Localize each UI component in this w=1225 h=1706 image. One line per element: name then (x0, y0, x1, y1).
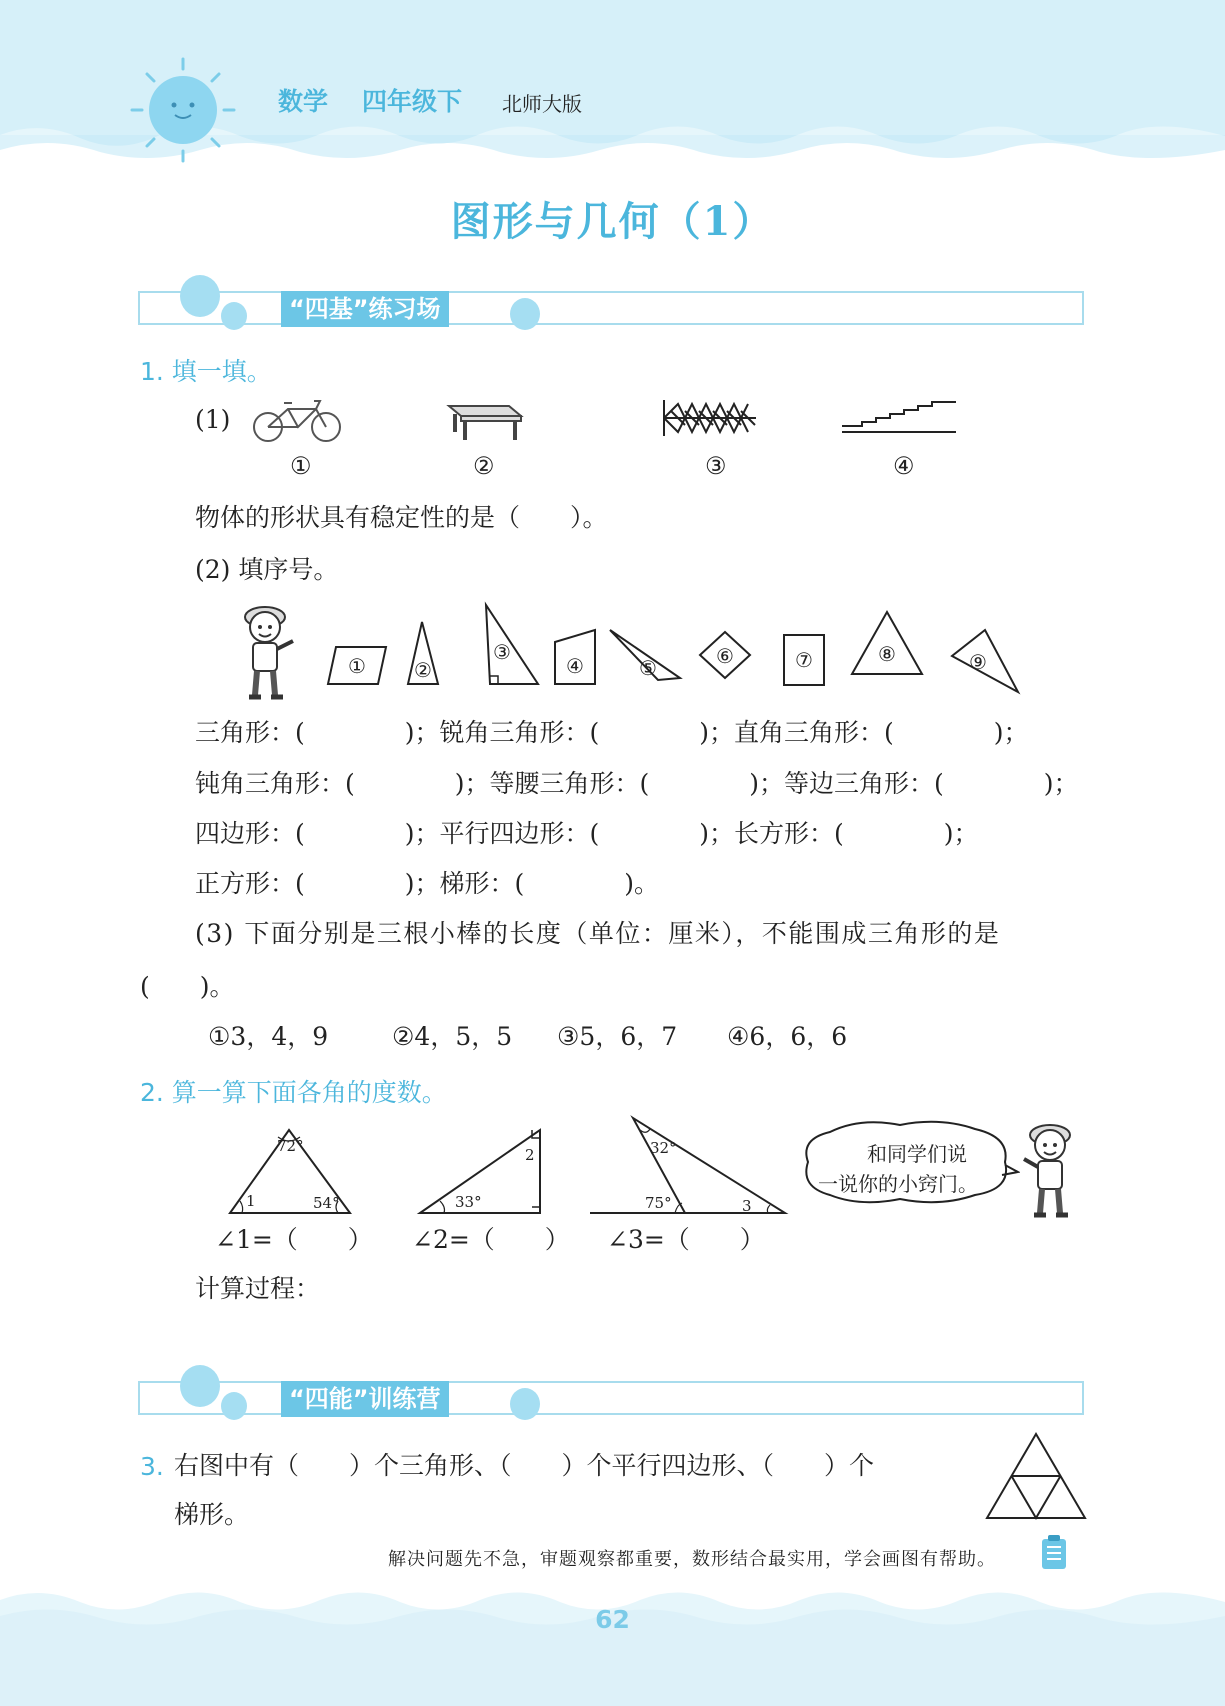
q3-line-2: 梯形。 (174, 1500, 250, 1529)
balloon-icon (178, 274, 258, 334)
section-tag-basics: “四基”练习场 (281, 291, 449, 327)
svg-text:③: ③ (493, 640, 511, 664)
q1-part2-line-4: 正方形：( )；梯形：( )。 (195, 869, 660, 898)
svg-text:⑥: ⑥ (716, 644, 734, 668)
angle-label-c-right: 3 (742, 1197, 752, 1215)
balloon-small-icon-2 (507, 1386, 543, 1424)
q1-part2-label: (2) 填序号。 (195, 555, 339, 584)
svg-text:①: ① (348, 654, 366, 678)
header-edition: 北师大版 (502, 92, 582, 116)
balloon-small-icon (507, 296, 543, 334)
q1-item-label-3: ③ (705, 452, 727, 480)
q1-option-2: ②4，5，5 (392, 1022, 513, 1051)
section-banner-basics (138, 291, 1084, 325)
svg-text:⑨: ⑨ (969, 650, 987, 674)
page-number: 62 (595, 1605, 630, 1634)
q1-part1-label: (1) (195, 405, 231, 434)
bubble-text-2: 一说你的小窍门。 (818, 1172, 978, 1196)
q1-part2-line-1: 三角形：( )；锐角三角形：( )；直角三角形：( )； (195, 718, 1029, 747)
shapes-figure (320, 600, 1030, 695)
svg-text:④: ④ (566, 654, 584, 678)
svg-text:⑧: ⑧ (878, 642, 896, 666)
cartoon-boy-icon-2 (1020, 1115, 1082, 1220)
q1-item-label-4: ④ (893, 452, 915, 480)
footer-background (0, 1580, 1225, 1706)
q3-line-1: 右图中有（ ）个三角形、（ ）个平行四边形、（ ）个 (174, 1451, 875, 1480)
q2-answer-2: ∠2=（ ） (412, 1225, 570, 1254)
footer-hint: 解决问题先不急，审题观察都重要，数形结合最实用，学会画图有帮助。 (388, 1549, 996, 1570)
svg-text:⑦: ⑦ (795, 648, 813, 672)
notebook-icon (1040, 1535, 1068, 1571)
section-tag-abilities: “四能”训练营 (281, 1381, 449, 1417)
q1-option-1: ①3，4，9 (208, 1022, 329, 1051)
triangle-grid-figure (985, 1432, 1087, 1522)
angle-label-a-left: 1 (246, 1192, 256, 1210)
q2-answer-1: ∠1=（ ） (215, 1225, 373, 1254)
angle-label-a-right: 54° (313, 1194, 340, 1212)
q1-part1-question: 物体的形状具有稳定性的是（ ）。 (195, 503, 608, 532)
balloon-icon-2 (178, 1364, 258, 1424)
q1-heading: 1. 填一填。 (140, 357, 272, 386)
q3-number: 3. (140, 1452, 164, 1481)
q1-item-label-2: ② (473, 452, 495, 480)
q1-part2-line-3: 四边形：( )；平行四边形：( )；长方形：( )； (195, 819, 979, 848)
q1-item-label-1: ① (290, 452, 312, 480)
q1-part3-line-2: ( )。 (140, 972, 235, 1001)
header-subject: 数学 (278, 87, 329, 116)
bubble-text-1: 和同学们说 (867, 1142, 967, 1166)
q1-option-4: ④6，6，6 (727, 1022, 848, 1051)
table-icon (445, 398, 525, 443)
lattice-fence-icon (660, 398, 760, 438)
section-banner-abilities (138, 1381, 1084, 1415)
angle-label-b-right: 2 (525, 1146, 535, 1164)
q1-part2-line-2: 钝角三角形：( )；等腰三角形：( )；等边三角形：( )； (195, 769, 1079, 798)
cartoon-boy-icon (235, 597, 297, 702)
angle-label-b-left: 33° (455, 1193, 482, 1211)
svg-text:⑤: ⑤ (639, 656, 657, 680)
q2-process-label: 计算过程： (195, 1274, 321, 1303)
page-title: 图形与几何（1） (450, 198, 775, 245)
q1-option-3: ③5，6，7 (557, 1022, 678, 1051)
sun-logo-icon (128, 55, 238, 165)
angle-label-c-top: 32° (650, 1139, 677, 1157)
angle-label-a-top: 72° (277, 1137, 304, 1155)
angle-label-c-mid: 75° (645, 1194, 672, 1212)
q1-part3-line-1: (3) 下面分别是三根小棒的长度（单位：厘米），不能围成三角形的是 (195, 919, 1001, 948)
svg-text:②: ② (414, 658, 432, 682)
bicycle-icon (250, 395, 345, 445)
staircase-icon (840, 398, 960, 434)
header-grade: 四年级下 (362, 87, 463, 116)
angle-figures (220, 1115, 790, 1225)
q2-answer-3: ∠3=（ ） (607, 1225, 765, 1254)
q2-heading: 2. 算一算下面各角的度数。 (140, 1078, 447, 1107)
